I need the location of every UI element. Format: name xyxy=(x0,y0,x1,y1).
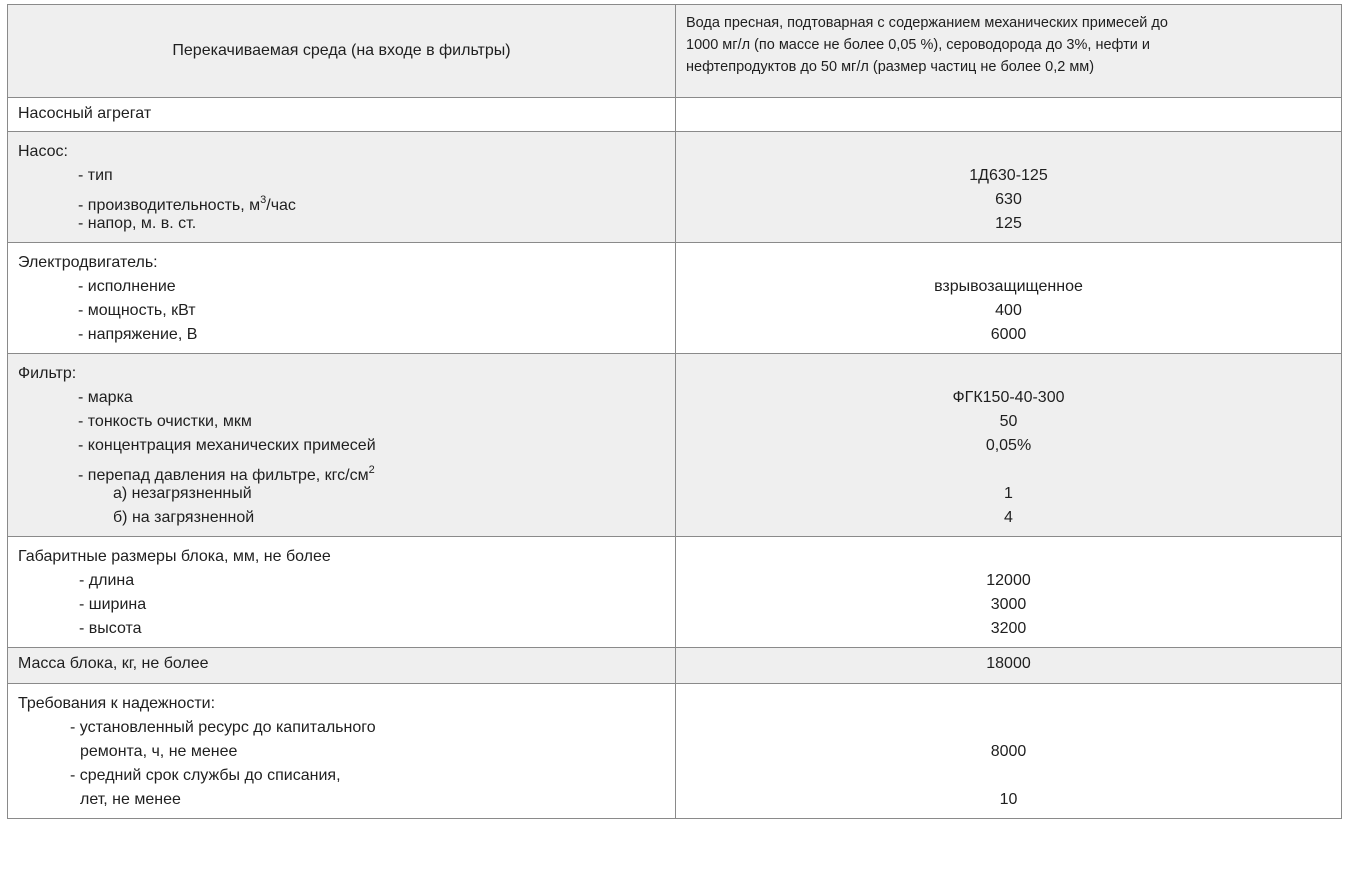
reliability-resource-value: 8000 xyxy=(990,743,1027,760)
motor-values xyxy=(676,243,1342,354)
motor-title: Электродвигатель: xyxy=(18,254,158,271)
pump-values xyxy=(676,132,1342,243)
pump-unit-value xyxy=(676,98,1342,132)
medium-desc-line: 1000 мг/л (по массе не более 0,05 %), сероводорода до 3%, нефти и xyxy=(686,37,1150,53)
pump-head-value: 125 xyxy=(995,215,1022,232)
filter-fineness-value: 50 xyxy=(999,413,1018,430)
filter-values xyxy=(676,354,1342,537)
motor-voltage-label: - напряжение, В xyxy=(78,326,198,343)
superscript: 2 xyxy=(368,464,375,476)
pump-unit-label: Насосный агрегат xyxy=(8,98,676,132)
filter-clean-label: а) незагрязненный xyxy=(113,485,252,502)
dimensions-width-value: 3000 xyxy=(990,596,1027,613)
pump-labels xyxy=(8,132,676,243)
reliability-life-label-1: - средний срок службы до списания, xyxy=(70,767,341,784)
pump-title: Насос: xyxy=(18,143,68,160)
table-row-dimensions xyxy=(8,537,1342,648)
filter-title: Фильтр: xyxy=(18,365,77,382)
specification-table xyxy=(7,4,1342,819)
pump-type-label: - тип xyxy=(78,167,113,184)
dimensions-title: Габаритные размеры блока, мм, не более xyxy=(18,548,331,565)
reliability-life-label-2: лет, не менее xyxy=(80,791,181,808)
table-row-motor xyxy=(8,243,1342,354)
motor-power-label: - мощность, кВт xyxy=(78,302,196,319)
filter-fineness-label: - тонкость очистки, мкм xyxy=(78,413,252,430)
medium-label: Перекачиваемая среда (на входе в фильтры) xyxy=(8,5,676,98)
reliability-resource-label-1: - установленный ресурс до капитального xyxy=(70,719,376,736)
dimensions-length-label: - длина xyxy=(79,572,135,589)
reliability-values xyxy=(676,684,1342,819)
pump-capacity-value: 630 xyxy=(995,191,1022,208)
table-row-pump-unit xyxy=(8,98,1342,132)
superscript: 3 xyxy=(260,194,267,206)
medium-description xyxy=(676,5,1342,98)
dimensions-height-label: - высота xyxy=(79,620,142,637)
filter-dirty-value: 4 xyxy=(1004,509,1013,526)
dimensions-length-value: 12000 xyxy=(986,572,1031,589)
motor-voltage-value: 6000 xyxy=(990,326,1027,343)
pump-head-label: - напор, м. в. ст. xyxy=(78,215,197,232)
reliability-labels xyxy=(8,684,676,819)
motor-design-value: взрывозащищенное xyxy=(934,278,1083,295)
pump-capacity-label: - производительность, $м^3$/час xyxy=(78,194,296,214)
filter-concentration-value: 0,05% xyxy=(985,437,1032,454)
filter-dp-label: - перепад давления на фильтре, кгс/$см^2$ xyxy=(78,464,375,484)
table-row-medium xyxy=(8,5,1342,98)
table-row-mass xyxy=(8,648,1342,684)
dimensions-width-label: - ширина xyxy=(79,596,147,613)
table-row-pump xyxy=(8,132,1342,243)
reliability-life-value: 10 xyxy=(999,791,1018,808)
medium-desc-line: нефтепродуктов до 50 мг/л (размер частиц не более 0,2 мм) xyxy=(686,59,1095,75)
table-row-filter xyxy=(8,354,1342,537)
filter-labels xyxy=(8,354,676,537)
pump-type-value: 1Д630-125 xyxy=(969,167,1048,184)
reliability-title: Требования к надежности: xyxy=(18,695,216,712)
filter-brand-value: ФГК150-40-300 xyxy=(952,389,1065,406)
motor-power-value: 400 xyxy=(995,302,1022,319)
mass-label: Масса блока, кг, не более xyxy=(8,648,676,684)
motor-design-label: - исполнение xyxy=(78,278,176,295)
medium-desc-line: Вода пресная, подтоварная с содержанием механических примесей до xyxy=(686,15,1168,31)
reliability-resource-label-2: ремонта, ч, не менее xyxy=(80,743,238,760)
dimensions-height-value: 3200 xyxy=(990,620,1027,637)
filter-concentration-label: - концентрация механических примесей xyxy=(78,437,376,454)
filter-clean-value: 1 xyxy=(1004,485,1013,502)
filter-dirty-label: б) на загрязненной xyxy=(113,509,255,526)
table-row-reliability xyxy=(8,684,1342,819)
mass-value: 18000 xyxy=(676,648,1342,684)
filter-brand-label: - марка xyxy=(78,389,133,406)
motor-labels xyxy=(8,243,676,354)
dimensions-labels xyxy=(8,537,676,648)
dimensions-values xyxy=(676,537,1342,648)
